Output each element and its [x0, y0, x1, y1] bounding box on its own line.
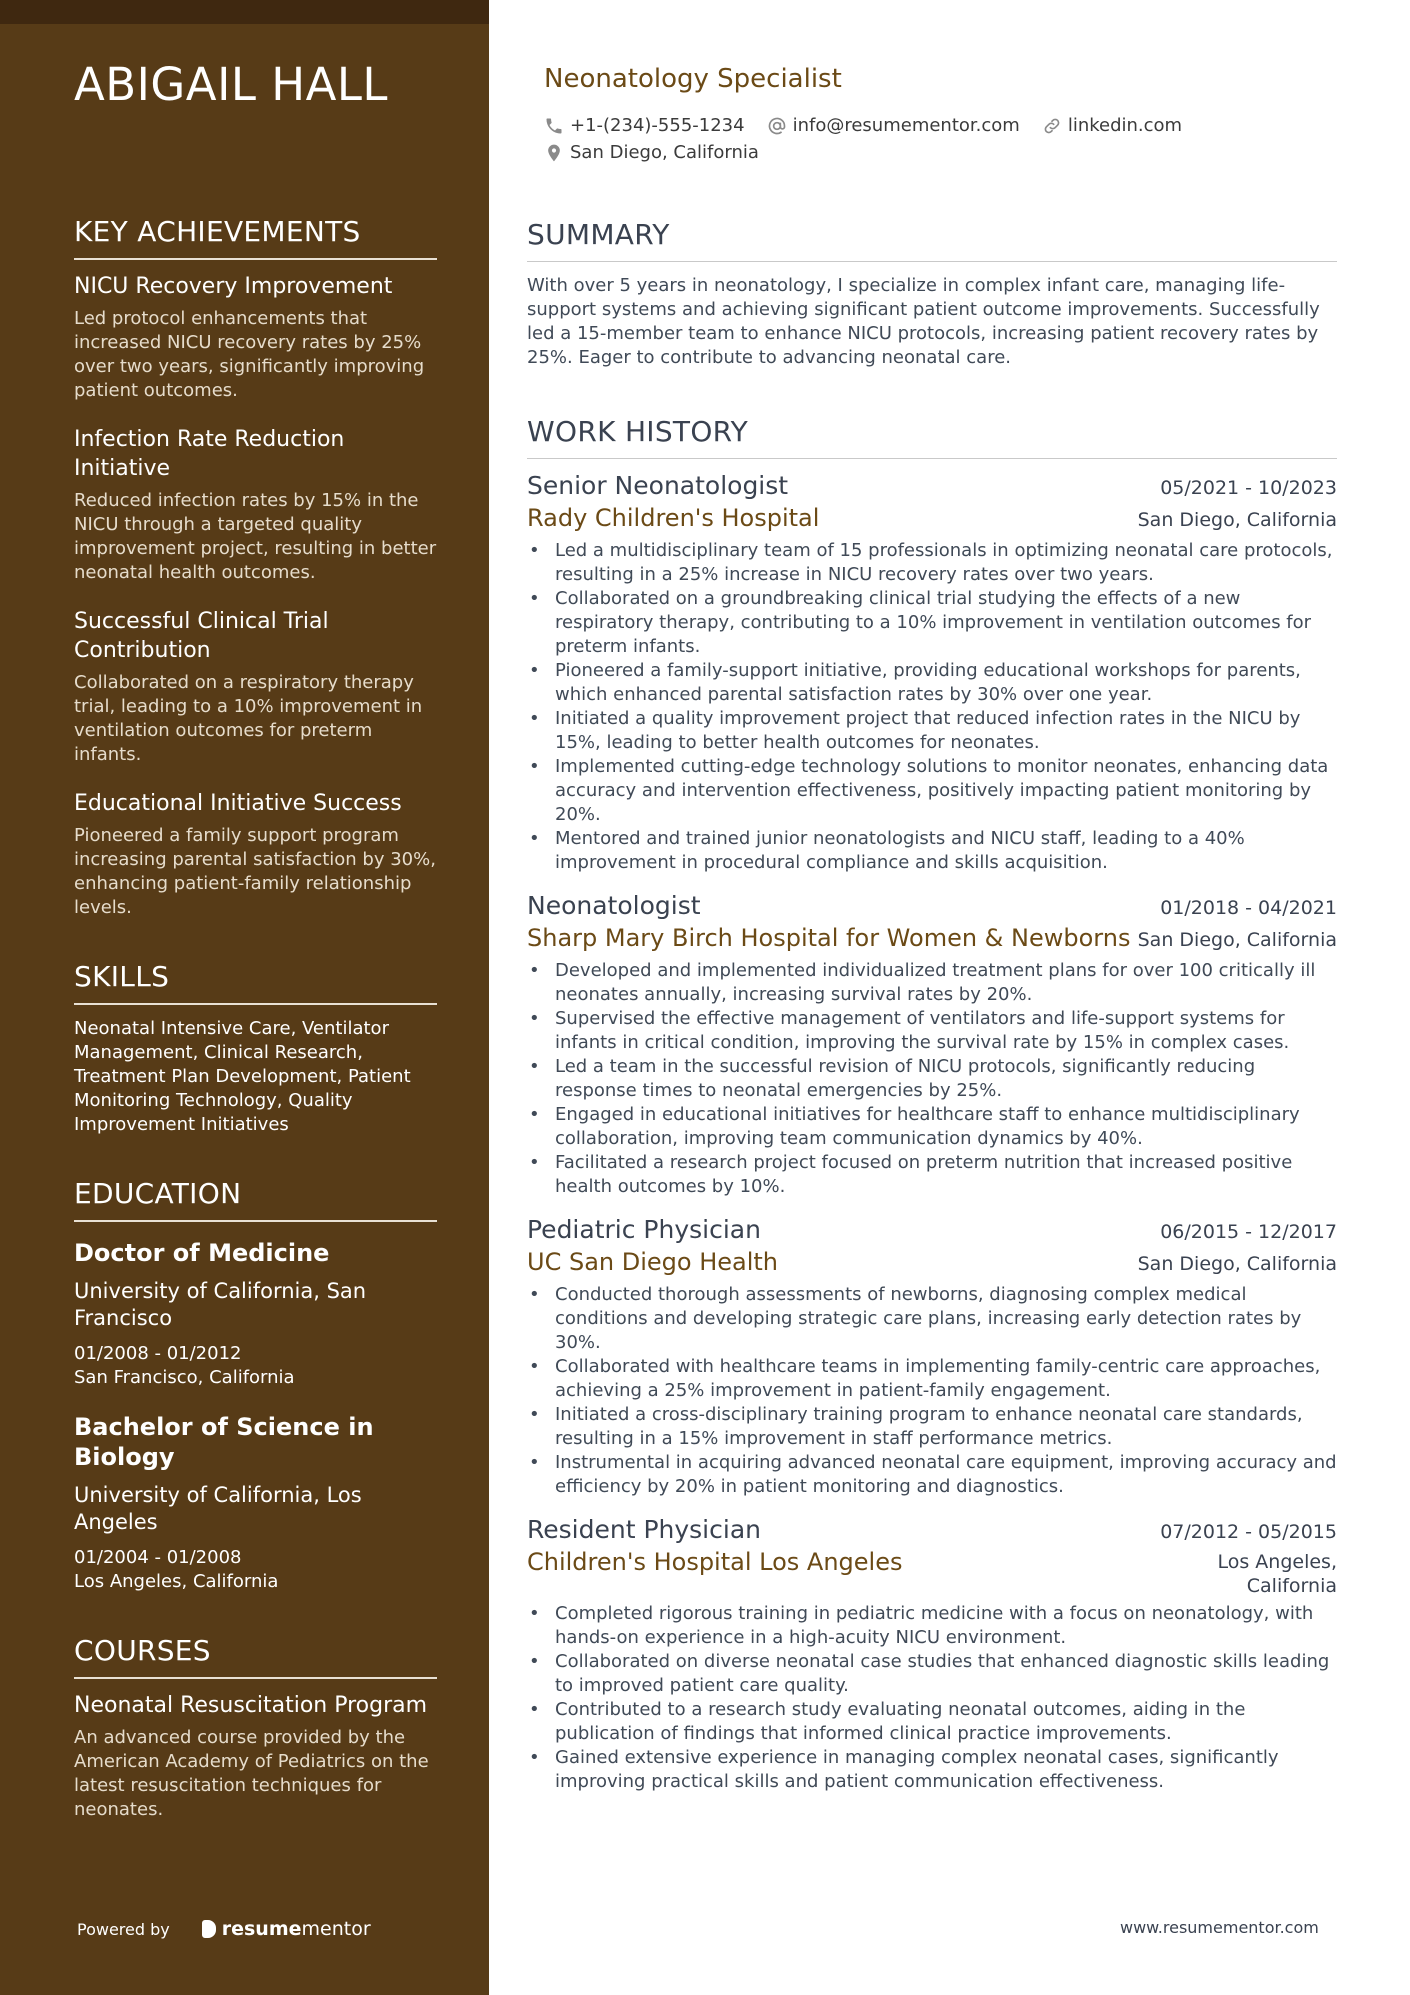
- contact-linkedin[interactable]: [1042, 115, 1182, 136]
- achievement-title: NICU Recovery Improvement: [74, 274, 393, 299]
- achievement-desc: Reduced infection rates by 15% in the NICU through a targeted quality improvement project, resulting in better neonatal health outcomes.: [74, 490, 437, 583]
- job-bullet: • Led a multidisciplinary team of 15 professionals in optimizing neonatal care protocols, resulting in a 25% increase in NICU recovery rates over two years.: [555, 539, 1337, 587]
- courses-section: [74, 1634, 437, 1822]
- education-school: University of California, San Francisco: [74, 1279, 367, 1330]
- achievement-item: [74, 425, 437, 585]
- contact-row: [544, 112, 1344, 139]
- job-bullets: [527, 959, 1337, 1199]
- job-subheader: [527, 1246, 1337, 1279]
- job-subheader: [527, 1546, 1337, 1598]
- job-bullet: • Instrumental in acquiring advanced neonatal care equipment, improving accuracy and efficiency by 20% in patient monitoring and diagnostics.: [555, 1451, 1337, 1499]
- email-text: info@resumementor.com: [792, 115, 1020, 136]
- achievement-item: [74, 272, 437, 403]
- job-dates: 07/2012 - 05/2015: [1160, 1521, 1337, 1543]
- job-bullet: • Collaborated on diverse neonatal case studies that enhanced diagnostic skills leading to improved patient care quality.: [555, 1650, 1337, 1698]
- job-entry: [527, 889, 1337, 1199]
- achievement-title: Successful Clinical Trial Contribution: [74, 609, 329, 663]
- job-bullet: • Mentored and trained junior neonatologists and NICU staff, leading to a 40% improvement in procedural compliance and skills acquisition.: [555, 827, 1337, 875]
- summary-text: With over 5 years in neonatology, I specialize in complex infant care, managing life-support systems and achieving significant patient outcome improvements. Successfully led a 15-member team to enhance NICU protocols, increasing patient recovery rates by 25%. Eager to contribute to advancing neonatal care.: [527, 275, 1320, 368]
- job-dates: 01/2018 - 04/2021: [1160, 897, 1337, 919]
- skills-heading: SKILLS: [74, 960, 437, 1005]
- achievement-title: Educational Initiative Success: [74, 791, 402, 816]
- course-title: Neonatal Resuscitation Program: [74, 1693, 428, 1718]
- job-location: San Diego, California: [1137, 1253, 1337, 1275]
- job-bullet: • Supervised the effective management of ventilators and life-support systems for infants in critical condition, improving the survival rate by 15% in complex cases.: [555, 1007, 1337, 1055]
- job-subheader: [527, 502, 1337, 535]
- education-item: [74, 1412, 437, 1594]
- achievement-item: [74, 789, 437, 920]
- at-icon: [767, 116, 787, 136]
- education-location: San Francisco, California: [74, 1367, 295, 1388]
- candidate-name: ABIGAIL HALL: [74, 58, 388, 111]
- location-pin-icon: [544, 143, 564, 163]
- summary-section: [527, 218, 1337, 370]
- key-achievements-section: [74, 215, 437, 920]
- job-bullet: • Contributed to a research study evaluating neonatal outcomes, aiding in the publication of findings that informed clinical practice improvements.: [555, 1698, 1337, 1746]
- achievement-desc: Pioneered a family support program increasing parental satisfaction by 30%, enhancing patient-family relationship levels.: [74, 825, 436, 918]
- brand-name-light: mentor: [301, 1918, 371, 1940]
- education-dates: 01/2004 - 01/2008: [74, 1547, 242, 1568]
- link-icon: [1042, 116, 1062, 136]
- job-bullet: • Conducted thorough assessments of newborns, diagnosing complex medical conditions and developing strategic care plans, increasing early detection rates by 30%.: [555, 1283, 1337, 1355]
- job-bullet: • Collaborated on a groundbreaking clinical trial studying the effects of a new respiratory therapy, contributing to a 10% improvement in ventilation outcomes for preterm infants.: [555, 587, 1337, 659]
- job-bullet: • Implemented cutting-edge technology solutions to monitor neonates, enhancing data accuracy and intervention effectiveness, positively impacting patient monitoring by 20%.: [555, 755, 1337, 827]
- job-company: Rady Children's Hospital: [527, 504, 820, 532]
- job-bullets: [527, 539, 1337, 875]
- contact-phone[interactable]: [544, 115, 745, 136]
- job-bullet: • Collaborated with healthcare teams in implementing family-centric care approaches, achieving a 25% improvement in patient-family engagement.: [555, 1355, 1337, 1403]
- footer-url[interactable]: www.resumementor.com: [1120, 1918, 1319, 1937]
- skills-section: [74, 960, 437, 1137]
- education-school: University of California, Los Angeles: [74, 1483, 362, 1534]
- course-item: [74, 1691, 437, 1822]
- job-subheader: [527, 922, 1337, 955]
- education-degree: Doctor of Medicine: [74, 1239, 330, 1267]
- powered-by: [77, 1918, 371, 1940]
- job-header: [527, 469, 1337, 502]
- phone-icon: [544, 116, 564, 136]
- job-location: San Diego, California: [1137, 509, 1337, 531]
- job-company: Children's Hospital Los Angeles: [527, 1548, 903, 1576]
- job-bullet: • Initiated a cross-disciplinary training program to enhance neonatal care standards, resulting in a 15% improvement in staff performance metrics.: [555, 1403, 1337, 1451]
- education-item: [74, 1238, 437, 1390]
- courses-heading: COURSES: [74, 1634, 437, 1679]
- education-section: [74, 1177, 437, 1594]
- achievement-item: [74, 607, 437, 767]
- brand-name-bold: resume: [221, 1918, 302, 1940]
- brand-logo[interactable]: [202, 1918, 371, 1940]
- education-degree: Bachelor of Science in Biology: [74, 1413, 374, 1471]
- job-company: Sharp Mary Birch Hospital for Women & Newborns: [527, 924, 1131, 952]
- key-achievements-heading: KEY ACHIEVEMENTS: [74, 215, 437, 260]
- phone-text: +1-(234)-555-1234: [570, 115, 745, 136]
- contact-row: [544, 139, 1344, 166]
- job-dates: 06/2015 - 12/2017: [1160, 1221, 1337, 1243]
- job-role: Neonatologist: [527, 891, 701, 920]
- sidebar-top-band: [0, 0, 489, 24]
- headline: Neonatology Specialist: [544, 64, 842, 94]
- job-header: [527, 889, 1337, 922]
- course-desc: An advanced course provided by the American Academy of Pediatrics on the latest resuscitation techniques for neonates.: [74, 1727, 429, 1820]
- sidebar-content: [74, 215, 437, 1862]
- job-bullet: • Led a team in the successful revision of NICU protocols, significantly reducing response times to neonatal emergencies by 25%.: [555, 1055, 1337, 1103]
- job-role: Resident Physician: [527, 1515, 761, 1544]
- job-bullets: [527, 1283, 1337, 1499]
- summary-heading: SUMMARY: [527, 218, 1337, 262]
- education-heading: EDUCATION: [74, 1177, 437, 1222]
- sidebar: [0, 0, 489, 1995]
- job-bullet: • Completed rigorous training in pediatric medicine with a focus on neonatology, with hands-on experience in a high-acuity NICU environment.: [555, 1602, 1337, 1650]
- job-header: [527, 1213, 1337, 1246]
- education-dates: 01/2008 - 01/2012: [74, 1343, 242, 1364]
- job-role: Pediatric Physician: [527, 1215, 761, 1244]
- skills-list: Neonatal Intensive Care, Ventilator Management, Clinical Research, Treatment Plan Development, Patient Monitoring Technology, Quality Improvement Initiatives: [74, 1018, 411, 1135]
- work-history-section: [527, 415, 1337, 1794]
- education-location: Los Angeles, California: [74, 1571, 279, 1592]
- powered-by-label: Powered by: [77, 1919, 170, 1939]
- job-location: San Diego, California: [1137, 929, 1337, 951]
- location-text: San Diego, California: [570, 142, 759, 163]
- job-location: Los Angeles, California: [1217, 1551, 1337, 1597]
- contact-info: [544, 112, 1344, 166]
- job-company: UC San Diego Health: [527, 1248, 779, 1276]
- job-bullet: • Developed and implemented individualized treatment plans for over 100 critically ill neonates annually, increasing survival rates by 20%.: [555, 959, 1337, 1007]
- job-bullet: • Pioneered a family-support initiative, providing educational workshops for parents, which enhanced parental satisfaction rates by 30% over one year.: [555, 659, 1337, 707]
- achievement-desc: Collaborated on a respiratory therapy trial, leading to a 10% improvement in ventilation outcomes for preterm infants.: [74, 672, 423, 765]
- job-bullet: • Engaged in educational initiatives for healthcare staff to enhance multidisciplinary collaboration, improving team communication dynamics by 40%.: [555, 1103, 1337, 1151]
- job-header: [527, 1513, 1337, 1546]
- job-bullet: • Facilitated a research project focused on preterm nutrition that increased positive health outcomes by 10%.: [555, 1151, 1337, 1199]
- contact-location: [544, 142, 759, 163]
- job-bullet: • Initiated a quality improvement project that reduced infection rates in the NICU by 15%, leading to better health outcomes for neonates.: [555, 707, 1337, 755]
- job-role: Senior Neonatologist: [527, 471, 789, 500]
- linkedin-text: linkedin.com: [1067, 115, 1183, 136]
- achievement-title: Infection Rate Reduction Initiative: [74, 427, 345, 481]
- job-entry: [527, 1213, 1337, 1499]
- achievement-desc: Led protocol enhancements that increased NICU recovery rates by 25% over two years, significantly improving patient outcomes.: [74, 308, 425, 401]
- job-entry: [527, 469, 1337, 875]
- job-entry: [527, 1513, 1337, 1794]
- job-dates: 05/2021 - 10/2023: [1160, 477, 1337, 499]
- job-bullets: [527, 1602, 1337, 1794]
- contact-email[interactable]: [767, 115, 1020, 136]
- job-bullet: • Gained extensive experience in managing complex neonatal cases, significantly improving practical skills and patient communication effectiveness.: [555, 1746, 1337, 1794]
- work-history-heading: WORK HISTORY: [527, 415, 1337, 459]
- brand-mark-icon: [202, 1920, 216, 1938]
